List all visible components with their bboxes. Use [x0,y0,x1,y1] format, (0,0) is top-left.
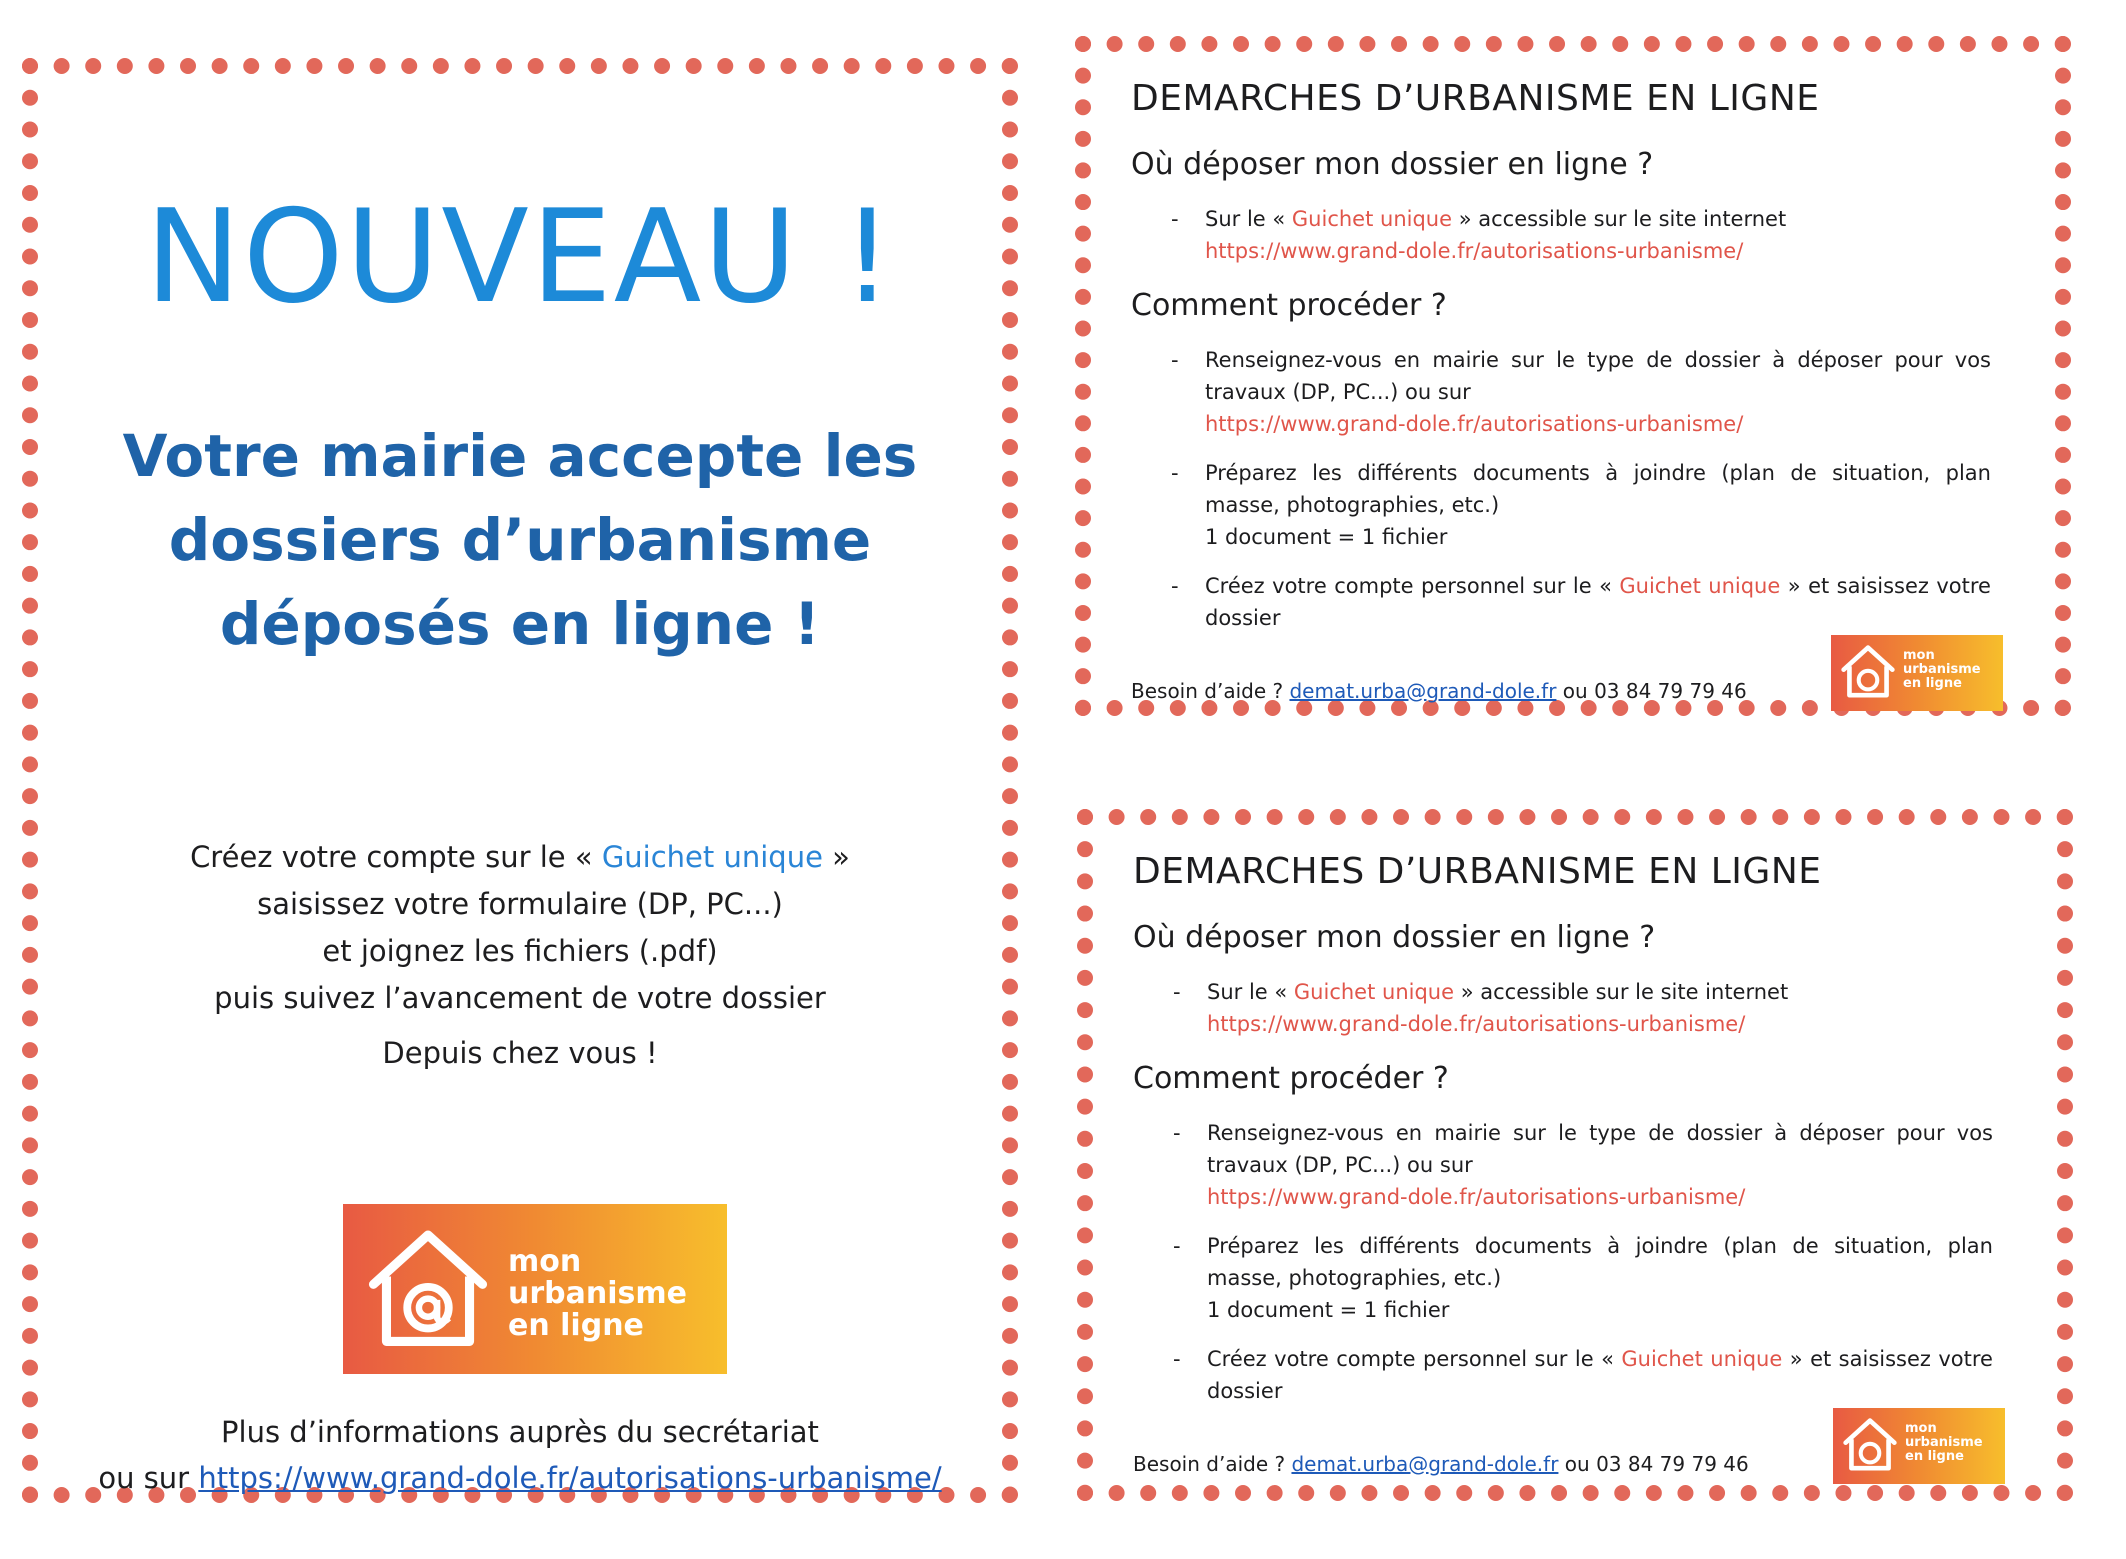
bullet-step: - Préparez les différents documents à joindre (plan de situation, plan masse, photographies, etc.) 1 document = 1 fichier [1173,1234,1993,1322]
mon-urbanisme-logo [343,1204,727,1374]
bullet-step: - Renseignez-vous en mairie sur le type de dossier à déposer pour vos travaux (DP, PC...) ou sur https://www.grand-dole.fr/autorisations-urbanisme/ [1171,348,1991,436]
bullet-step: - Créez votre compte personnel sur le « Guichet unique » et saisissez votre dossier [1171,574,1991,630]
house-at-icon [1841,1414,1899,1476]
question-how: Comment procéder ? [1133,1061,1449,1096]
poster-panel [22,58,1018,1503]
guichet-unique-link[interactable]: Guichet unique [1621,1347,1783,1371]
poster-headline: NOUVEAU ! [145,183,895,332]
house-at-icon [363,1222,493,1357]
bullet-where: - Sur le « Guichet unique » accessible sur le site internet https://www.grand-dole.fr/autorisations-urbanisme/ [1173,980,1789,1036]
guichet-unique-link[interactable]: Guichet unique [1293,980,1455,1004]
mon-urbanisme-logo [1831,635,2003,711]
instruction-line: puis suivez l’avancement de votre dossier [214,981,826,1015]
mon-urbanisme-logo [1833,1408,2005,1484]
urbanisme-url-link[interactable]: https://www.grand-dole.fr/autorisations-urbanisme/ [198,1461,942,1495]
flyer-panel [1075,36,2071,716]
poster-footer: Plus d’informations auprès du secrétariat ou sur https://www.grand-dole.fr/autorisations-urbanisme/ [98,1415,942,1495]
instruction-line: et joignez les fichiers (.pdf) [322,934,718,968]
bullet-where: - Sur le « Guichet unique » accessible sur le site internet https://www.grand-dole.fr/autorisations-urbanisme/ [1171,207,1787,263]
guichet-unique-link[interactable]: Guichet unique [1619,574,1781,598]
instruction-line: Créez votre compte sur le « Guichet unique » [190,840,850,874]
question-how: Comment procéder ? [1131,288,1447,323]
flyer-title: DEMARCHES D’URBANISME EN LIGNE [1131,78,1820,119]
bullet-step: - Préparez les différents documents à joindre (plan de situation, plan masse, photographies, etc.) 1 document = 1 fichier [1171,461,1991,549]
urbanisme-url-link[interactable]: https://www.grand-dole.fr/autorisations-urbanisme/ [1205,239,1744,263]
poster-subtitle [108,414,932,666]
guichet-unique-link[interactable]: Guichet unique [601,840,823,874]
help-line: Besoin d’aide ? demat.urba@grand-dole.fr ou 03 84 79 79 46 [1133,1452,1749,1476]
poster-instructions [38,834,1002,1077]
help-line: Besoin d’aide ? demat.urba@grand-dole.fr ou 03 84 79 79 46 [1131,679,1747,703]
instruction-line: Depuis chez vous ! [382,1036,658,1070]
instruction-line: saisissez votre formulaire (DP, PC...) [257,887,783,921]
guichet-unique-link[interactable]: Guichet unique [1291,207,1453,231]
logo-text: mon urbanisme en ligne [508,1244,687,1343]
logo-text: mon urbanisme en ligne [1903,648,1981,691]
flyer-title: DEMARCHES D’URBANISME EN LIGNE [1133,851,1822,892]
question-where: Où déposer mon dossier en ligne ? [1131,147,1654,182]
subtitle-line: Votre mairie accepte les [122,422,918,490]
bullet-step: - Renseignez-vous en mairie sur le type de dossier à déposer pour vos travaux (DP, PC...) ou sur https://www.grand-dole.fr/autorisations-urbanisme/ [1173,1121,1993,1209]
logo-text: mon urbanisme en ligne [1905,1421,1983,1464]
bullet-step: - Créez votre compte personnel sur le « Guichet unique » et saisissez votre dossier [1173,1347,1993,1403]
urbanisme-url-link[interactable]: https://www.grand-dole.fr/autorisations-urbanisme/ [1205,412,1744,436]
urbanisme-url-link[interactable]: https://www.grand-dole.fr/autorisations-urbanisme/ [1207,1185,1746,1209]
subtitle-line: déposés en ligne ! [219,590,821,658]
house-at-icon [1839,641,1897,703]
help-email-link[interactable]: demat.urba@grand-dole.fr [1291,1452,1559,1476]
help-email-link[interactable]: demat.urba@grand-dole.fr [1289,679,1557,703]
question-where: Où déposer mon dossier en ligne ? [1133,920,1656,955]
subtitle-line: dossiers d’urbanisme [168,506,872,574]
urbanisme-url-link[interactable]: https://www.grand-dole.fr/autorisations-urbanisme/ [1207,1012,1746,1036]
flyer-panel [1077,809,2073,1501]
